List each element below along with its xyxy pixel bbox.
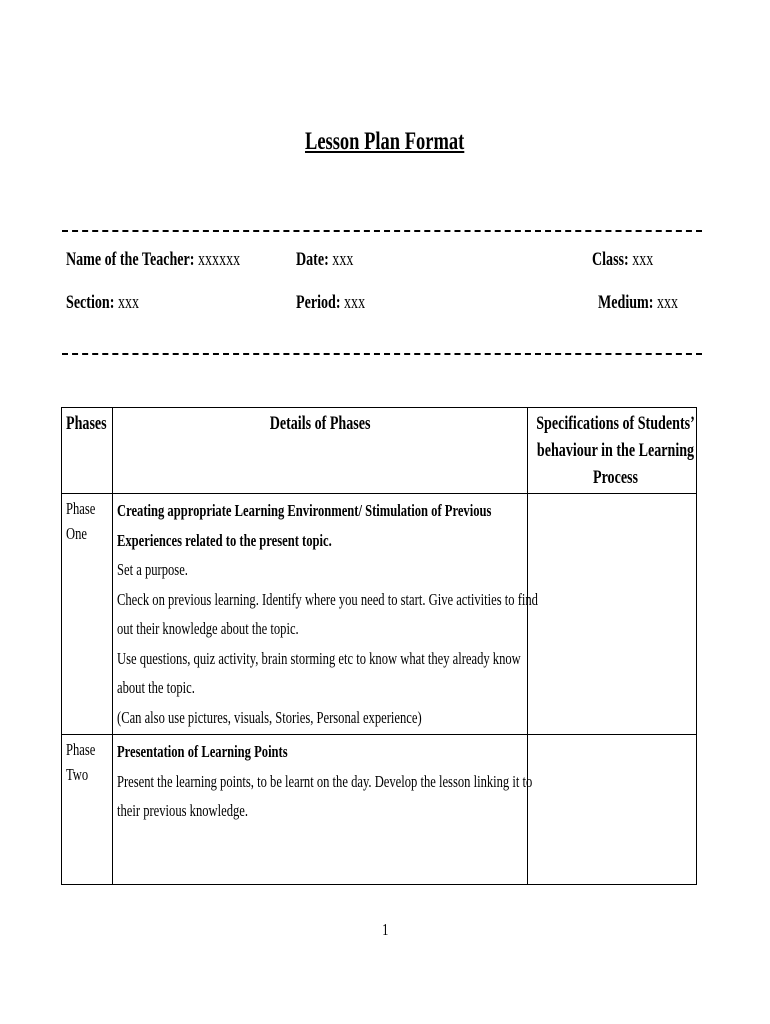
date-label: Date:: [296, 249, 329, 270]
date-value: xxx: [332, 249, 354, 270]
details-cell: Presentation of Learning Points Present the learning points, to be learnt on the day. Develop the lesson linking it to their previous knowledge.: [113, 735, 528, 885]
phase-cell: Phase Two: [62, 735, 113, 885]
table-row: [62, 494, 697, 735]
class-field: [592, 249, 675, 271]
dashed-divider-bottom: [62, 353, 702, 355]
period-value: xxx: [344, 292, 366, 313]
class-label: Class:: [592, 249, 629, 270]
table-row: [62, 735, 697, 885]
document-title: Lesson Plan Format: [305, 128, 465, 155]
section-value: xxx: [117, 292, 140, 313]
header-specifications: Specifications of Students’ behaviour in the Learning Process: [528, 408, 697, 494]
date-field: [296, 249, 374, 271]
header-details: Details of Phases: [113, 408, 528, 494]
teacher-field: [66, 249, 301, 271]
medium-value: xxx: [656, 292, 679, 313]
period-field: [296, 292, 389, 314]
dashed-divider-top: [62, 230, 702, 232]
table-header-row: [62, 408, 697, 494]
period-label: Period:: [296, 292, 341, 313]
details-cell: Creating appropriate Learning Environment/ Stimulation of Previous Experiences related to the present topic. Set a purpose. Check on previous learning. Identify where you need to start. Give activities to find out their knowledge about the topic. Use questions, quiz activity, brain storming etc to know what they already know about the topic. (Can also use pictures, visuals, Stories, Personal experience): [113, 494, 528, 735]
medium-label: Medium:: [598, 292, 654, 313]
specification-cell: [528, 735, 697, 885]
lesson-plan-table: [61, 407, 697, 885]
section-label: Section:: [66, 292, 115, 313]
medium-field: [598, 292, 706, 314]
header-phases: Phases: [62, 408, 113, 494]
page-number: 1: [381, 920, 389, 939]
phase-cell: Phase One: [62, 494, 113, 735]
section-field: [66, 292, 165, 314]
specification-cell: [528, 494, 697, 735]
teacher-value: xxxxxx: [197, 249, 241, 270]
class-value: xxx: [632, 249, 654, 270]
teacher-label: Name of the Teacher:: [66, 249, 195, 270]
